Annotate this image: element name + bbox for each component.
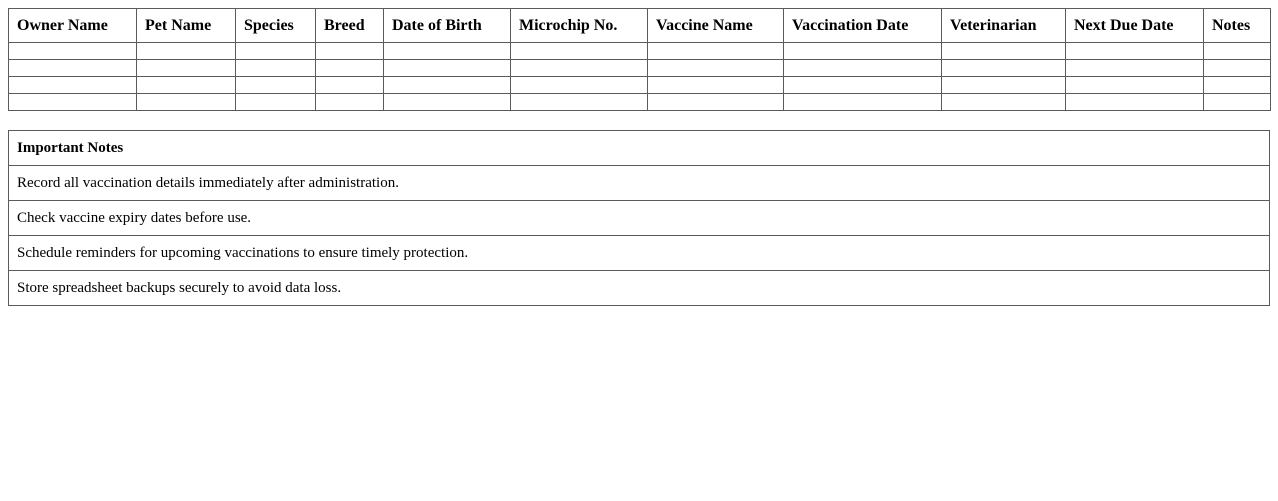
cell-breed[interactable] [316, 94, 384, 111]
cell-species[interactable] [236, 60, 316, 77]
cell-veterinarian[interactable] [942, 60, 1066, 77]
cell-date-of-birth[interactable] [384, 43, 511, 60]
cell-date-of-birth[interactable] [384, 77, 511, 94]
column-header-microchip-no[interactable]: Microchip No. [511, 9, 648, 43]
column-header-notes[interactable]: Notes [1204, 9, 1271, 43]
column-header-date-of-birth[interactable]: Date of Birth [384, 9, 511, 43]
cell-microchip-no[interactable] [511, 77, 648, 94]
cell-vaccination-date[interactable] [784, 94, 942, 111]
table-row [9, 43, 1271, 60]
cell-owner-name[interactable] [9, 94, 137, 111]
notes-heading: Important Notes [9, 131, 1270, 166]
cell-microchip-no[interactable] [511, 94, 648, 111]
note-item[interactable]: Record all vaccination details immediately after administration. [9, 166, 1270, 201]
cell-vaccine-name[interactable] [648, 60, 784, 77]
column-header-species[interactable]: Species [236, 9, 316, 43]
column-header-pet-name[interactable]: Pet Name [137, 9, 236, 43]
cell-microchip-no[interactable] [511, 43, 648, 60]
cell-breed[interactable] [316, 43, 384, 60]
column-header-next-due-date[interactable]: Next Due Date [1066, 9, 1204, 43]
cell-breed[interactable] [316, 60, 384, 77]
cell-species[interactable] [236, 77, 316, 94]
cell-notes[interactable] [1204, 77, 1271, 94]
header-row [9, 9, 1271, 43]
cell-date-of-birth[interactable] [384, 94, 511, 111]
important-notes-table [8, 130, 1270, 306]
cell-next-due-date[interactable] [1066, 43, 1204, 60]
cell-notes[interactable] [1204, 43, 1271, 60]
cell-breed[interactable] [316, 77, 384, 94]
cell-pet-name[interactable] [137, 43, 236, 60]
column-header-vaccination-date[interactable]: Vaccination Date [784, 9, 942, 43]
note-row [9, 201, 1270, 236]
table-row [9, 94, 1271, 111]
cell-veterinarian[interactable] [942, 77, 1066, 94]
records-body [9, 43, 1271, 111]
cell-veterinarian[interactable] [942, 43, 1066, 60]
cell-species[interactable] [236, 94, 316, 111]
cell-owner-name[interactable] [9, 43, 137, 60]
notes-heading-row [9, 131, 1270, 166]
cell-pet-name[interactable] [137, 77, 236, 94]
table-row [9, 60, 1271, 77]
cell-vaccine-name[interactable] [648, 94, 784, 111]
vaccination-records-table [8, 8, 1271, 111]
note-item[interactable]: Schedule reminders for upcoming vaccinations to ensure timely protection. [9, 236, 1270, 271]
cell-notes[interactable] [1204, 94, 1271, 111]
cell-owner-name[interactable] [9, 77, 137, 94]
cell-microchip-no[interactable] [511, 60, 648, 77]
cell-notes[interactable] [1204, 60, 1271, 77]
cell-date-of-birth[interactable] [384, 60, 511, 77]
column-header-breed[interactable]: Breed [316, 9, 384, 43]
note-row [9, 236, 1270, 271]
cell-vaccine-name[interactable] [648, 43, 784, 60]
note-row [9, 271, 1270, 306]
cell-next-due-date[interactable] [1066, 77, 1204, 94]
cell-vaccination-date[interactable] [784, 43, 942, 60]
cell-pet-name[interactable] [137, 94, 236, 111]
column-header-owner-name[interactable]: Owner Name [9, 9, 137, 43]
cell-vaccination-date[interactable] [784, 60, 942, 77]
cell-species[interactable] [236, 43, 316, 60]
cell-next-due-date[interactable] [1066, 94, 1204, 111]
cell-owner-name[interactable] [9, 60, 137, 77]
column-header-vaccine-name[interactable]: Vaccine Name [648, 9, 784, 43]
cell-veterinarian[interactable] [942, 94, 1066, 111]
cell-vaccination-date[interactable] [784, 77, 942, 94]
cell-vaccine-name[interactable] [648, 77, 784, 94]
cell-next-due-date[interactable] [1066, 60, 1204, 77]
note-item[interactable]: Store spreadsheet backups securely to avoid data loss. [9, 271, 1270, 306]
cell-pet-name[interactable] [137, 60, 236, 77]
note-item[interactable]: Check vaccine expiry dates before use. [9, 201, 1270, 236]
column-header-veterinarian[interactable]: Veterinarian [942, 9, 1066, 43]
table-row [9, 77, 1271, 94]
note-row [9, 166, 1270, 201]
